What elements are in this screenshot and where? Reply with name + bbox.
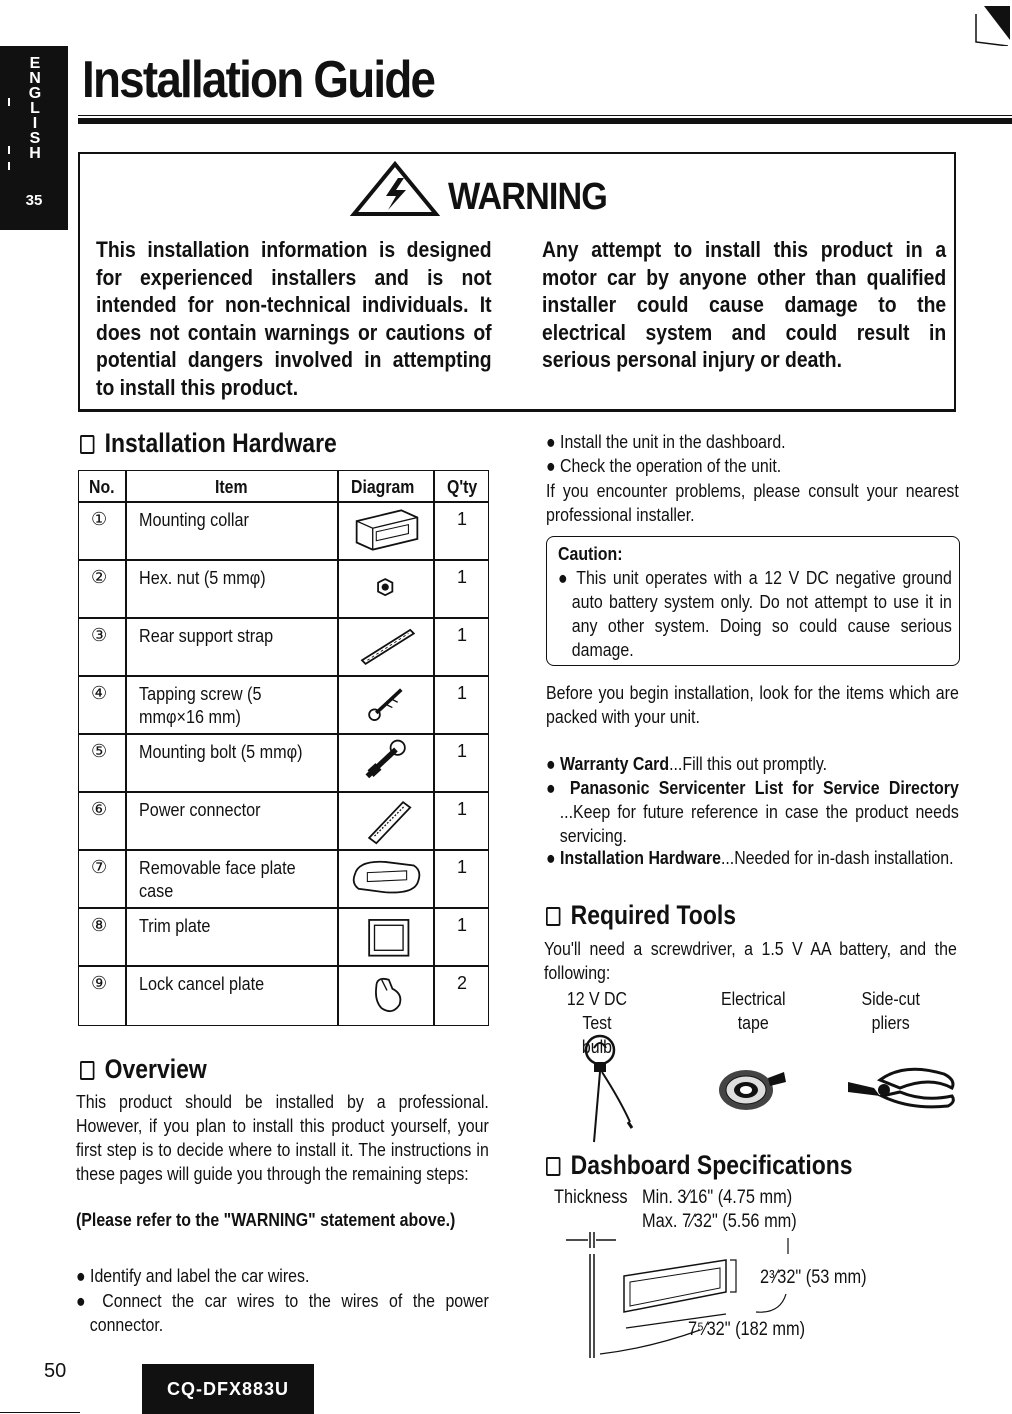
table-row xyxy=(79,501,488,559)
overview-bullet: ● Connect the car wires to the wires of the power connector. xyxy=(76,1290,489,1335)
checkbox-icon xyxy=(546,907,560,926)
item-name: Removable face plate case xyxy=(139,858,296,901)
language-letter: I xyxy=(32,115,38,132)
footer-rule xyxy=(0,1412,80,1413)
language-letters xyxy=(28,56,42,161)
packed-item: ● Installation Hardware...Needed for in-dash installation. xyxy=(546,847,954,868)
item-name: Rear support strap xyxy=(139,626,274,646)
hardware-heading-text: Installation Hardware xyxy=(104,428,337,458)
opening-width: 7⁵⁄32" (182 mm) xyxy=(688,1319,806,1340)
item-name: Mounting bolt (5 mmφ) xyxy=(139,742,303,762)
packed-item: ● Warranty Card...Fill this out promptly. xyxy=(546,753,828,774)
electrical-tape-icon xyxy=(716,1064,788,1114)
section-heading-hardware xyxy=(80,428,337,459)
tools-heading-text: Required Tools xyxy=(570,900,736,930)
language-letter: N xyxy=(29,70,41,87)
hazard-triangle-icon xyxy=(340,160,440,216)
table-row xyxy=(79,907,488,965)
table-row xyxy=(79,733,488,791)
overview-paragraph: This product should be installed by a professional. However, if you plan to install this product yourself, your first step is to decide where to install it. The instructions in these pages will guide you through the remaining steps: xyxy=(76,1091,489,1184)
language-letter: S xyxy=(29,130,41,147)
corner-arrow-icon xyxy=(972,4,1012,46)
table-row xyxy=(79,675,488,733)
item-number: ③ xyxy=(91,625,108,645)
mounting-bolt-icon xyxy=(345,737,429,787)
item-quantity: 1 xyxy=(457,683,468,703)
item-name: Lock cancel plate xyxy=(139,974,265,994)
caution-text: ● This unit operates with a 12 V DC negative ground auto battery system only. Do not attempt to use it in any other system. Doing so could cause serious damage. xyxy=(558,567,952,660)
title-rule xyxy=(78,115,1012,116)
thickness-label: Thickness xyxy=(554,1187,628,1208)
before-install-paragraph: Before you begin installation, look for the items which are packed with your unit. xyxy=(546,682,959,727)
mounting-collar-icon xyxy=(345,505,429,555)
table-row xyxy=(79,849,488,907)
checkbox-icon xyxy=(546,1157,560,1176)
overview-note: (Please refer to the "WARNING" statement above.) xyxy=(76,1209,456,1230)
col-header-diagram: Diagram xyxy=(351,477,415,497)
language-letter: G xyxy=(28,85,42,102)
tool-label-pliers: Side-cut pliers xyxy=(861,988,920,1033)
item-number: ⑦ xyxy=(91,857,108,877)
item-number: ② xyxy=(91,567,108,587)
table-rule xyxy=(79,965,488,967)
item-number: ⑨ xyxy=(91,973,108,993)
item-number: ④ xyxy=(91,683,108,703)
warning-title: WARNING xyxy=(448,176,607,218)
language-letter: L xyxy=(30,100,40,117)
lock-cancel-plate-icon xyxy=(345,969,429,1019)
col-header-no: No. xyxy=(89,477,115,497)
tool-label-tape: Electrical tape xyxy=(720,988,786,1033)
item-quantity: 1 xyxy=(457,567,468,587)
table-row xyxy=(79,559,488,617)
language-letter: H xyxy=(29,145,41,162)
tools-intro: You'll need a screwdriver, a 1.5 V AA battery, and the following: xyxy=(544,938,957,983)
item-number: ⑤ xyxy=(91,741,108,761)
table-row xyxy=(79,617,488,675)
face-plate-case-icon xyxy=(345,853,429,903)
item-name: Mounting collar xyxy=(139,510,249,530)
hardware-table xyxy=(78,470,489,1026)
install-bullet: ● Install the unit in the dashboard. xyxy=(546,431,786,452)
item-quantity: 1 xyxy=(457,741,468,761)
page-number: 50 xyxy=(44,1360,67,1382)
item-quantity: 1 xyxy=(457,509,468,529)
section-heading-dashboard xyxy=(546,1150,853,1181)
checkbox-icon xyxy=(80,1061,94,1080)
caution-title: Caution: xyxy=(558,543,623,564)
item-number: ① xyxy=(91,509,108,529)
install-bullet: ● Check the operation of the unit. xyxy=(546,455,782,476)
item-name: Trim plate xyxy=(139,916,211,936)
support-strap-icon xyxy=(345,621,429,671)
table-rule xyxy=(79,849,488,851)
table-row xyxy=(79,965,488,1023)
section-page-number: 35 xyxy=(25,192,43,209)
trim-plate-icon xyxy=(345,911,429,961)
table-rule xyxy=(79,907,488,909)
language-side-tab xyxy=(0,46,68,230)
consult-paragraph: If you encounter problems, please consult your nearest professional installer. xyxy=(546,480,959,525)
title-rule xyxy=(78,118,1012,124)
item-quantity: 1 xyxy=(457,857,468,877)
table-row xyxy=(79,791,488,849)
tab-tick xyxy=(8,162,10,170)
power-connector-icon xyxy=(345,795,429,845)
col-header-qty: Q'ty xyxy=(447,477,478,497)
thickness-max: Max. 7⁄32" (5.56 mm) xyxy=(642,1211,797,1232)
warning-text-right: Any attempt to install this product in a motor car by anyone other than qualified installer could cause damage to the electrical system and could result in serious personal injury or death. xyxy=(542,237,947,372)
item-quantity: 1 xyxy=(457,799,468,819)
model-badge: CQ-DFX883U xyxy=(142,1364,314,1414)
overview-heading-text: Overview xyxy=(104,1054,207,1084)
table-rule xyxy=(79,675,488,677)
item-name: Power connector xyxy=(139,800,261,820)
tool-label-test-bulb: 12 V DC Test bulb xyxy=(566,988,628,1057)
section-heading-tools xyxy=(546,900,736,931)
dashboard-opening-diagram xyxy=(560,1230,800,1362)
item-name: Tapping screw (5 mmφ×16 mm) xyxy=(139,684,262,727)
checkbox-icon xyxy=(80,435,94,454)
item-quantity: 2 xyxy=(457,973,468,993)
item-quantity: 1 xyxy=(457,625,468,645)
table-rule xyxy=(79,791,488,793)
page-title: Installation Guide xyxy=(82,51,435,109)
warning-text-left: This installation information is designed for experienced installers and is not intended for non-technical individuals. It does not contain warnings or cautions of potential dangers involved in attempting to install this product. xyxy=(96,237,492,400)
hex-nut-icon xyxy=(345,563,429,613)
packed-item: ● Panasonic Servicenter List for Service Directory ...Keep for future reference in case the product needs servicing. xyxy=(546,777,959,846)
thickness-min: Min. 3⁄16" (4.75 mm) xyxy=(642,1187,793,1208)
item-name: Hex. nut (5 mmφ) xyxy=(139,568,266,588)
col-header-item: Item xyxy=(215,477,248,497)
opening-height: 2³⁄32" (53 mm) xyxy=(760,1267,867,1288)
item-quantity: 1 xyxy=(457,915,468,935)
table-rule xyxy=(79,733,488,735)
item-number: ⑧ xyxy=(91,915,108,935)
tab-tick xyxy=(8,146,10,154)
tab-tick xyxy=(8,98,10,106)
overview-bullet: ● Identify and label the car wires. xyxy=(76,1265,310,1286)
dashboard-heading-text: Dashboard Specifications xyxy=(570,1150,853,1180)
item-number: ⑥ xyxy=(91,799,108,819)
table-rule xyxy=(79,617,488,619)
language-letter: E xyxy=(29,55,41,72)
table-rule xyxy=(79,559,488,561)
pliers-icon xyxy=(844,1066,958,1118)
test-bulb-icon xyxy=(580,1030,640,1148)
tapping-screw-icon xyxy=(345,679,429,729)
section-heading-overview xyxy=(80,1054,207,1085)
